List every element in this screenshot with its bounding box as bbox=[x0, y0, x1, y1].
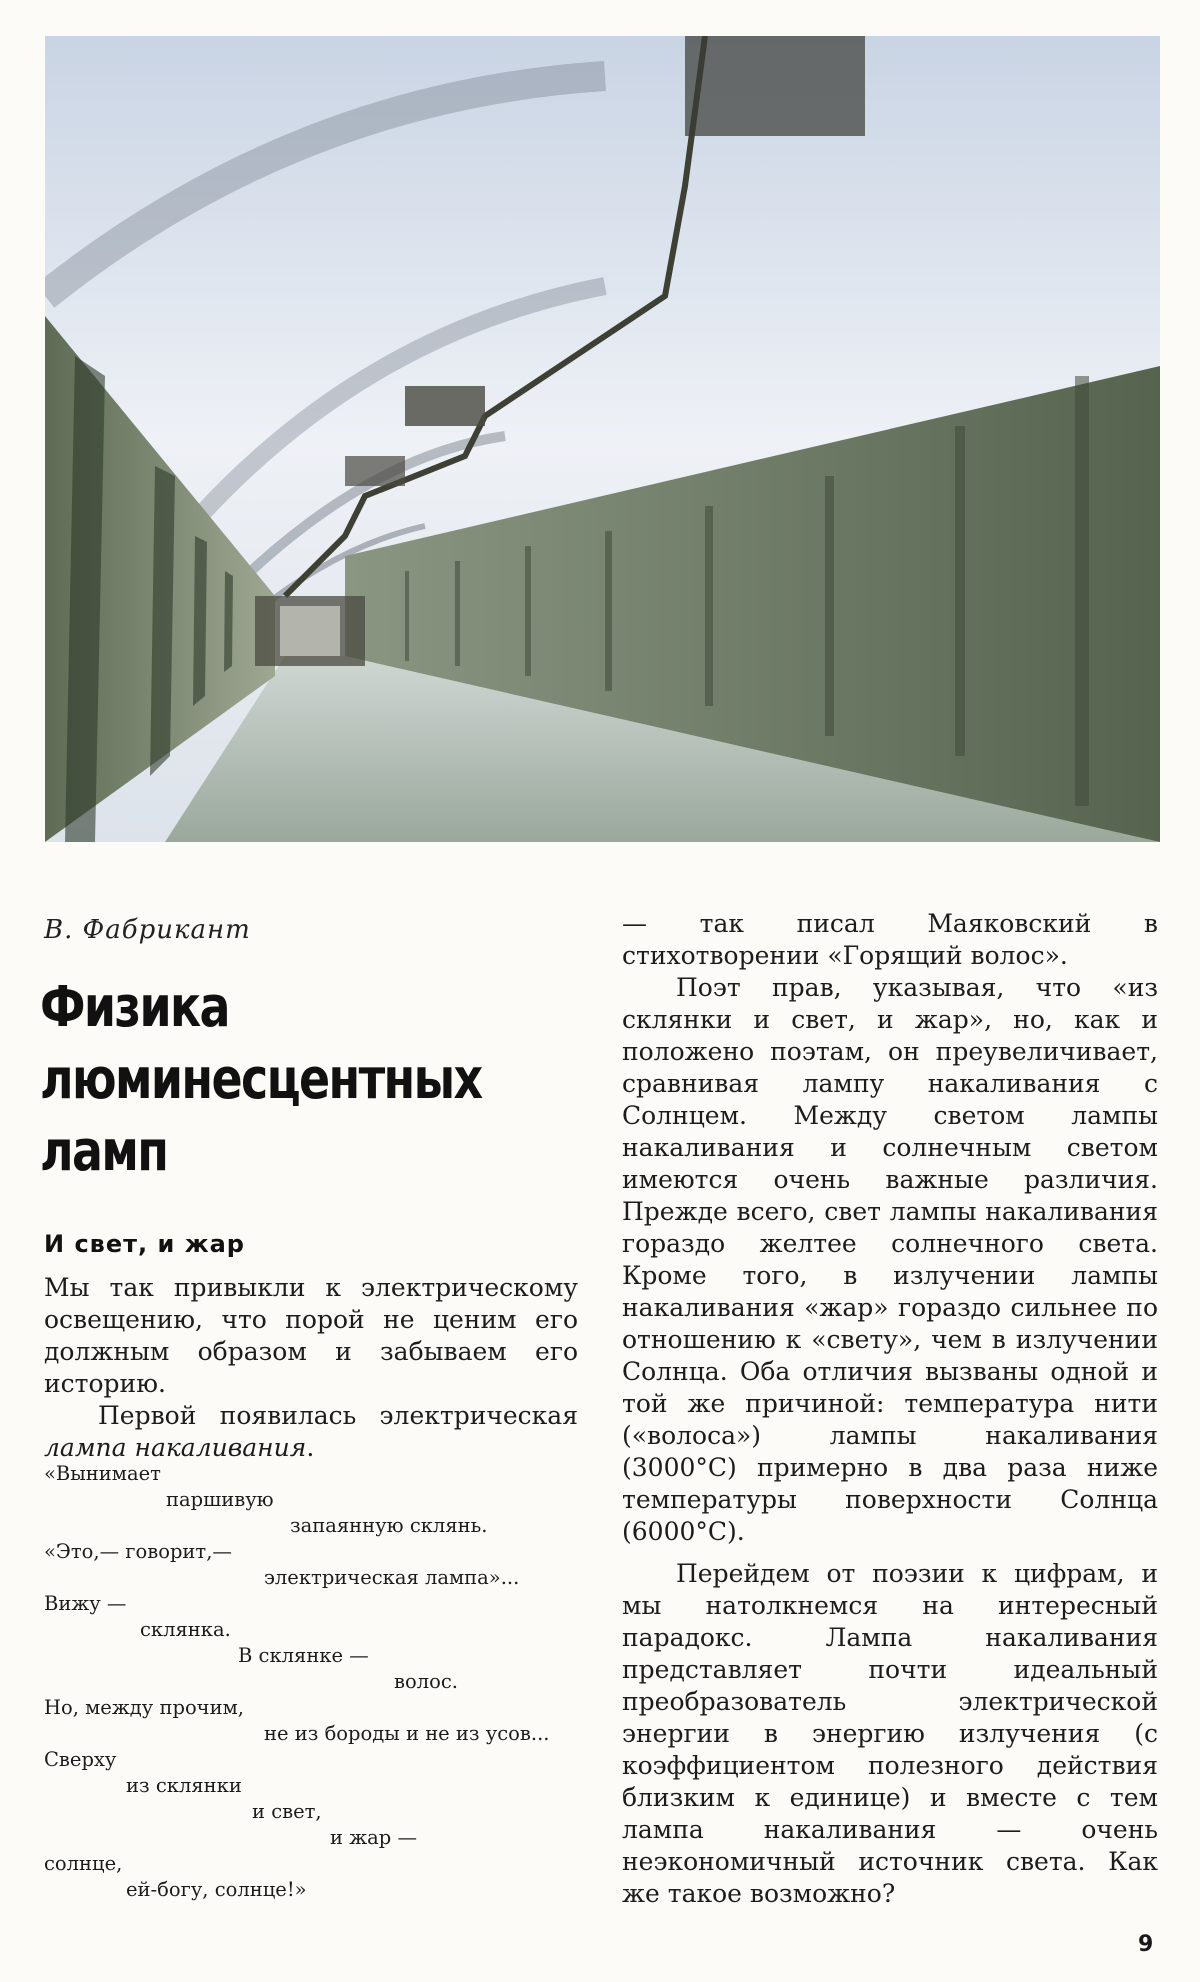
poem-line: Но, между прочим, bbox=[44, 1696, 244, 1719]
poem-line: волос. bbox=[394, 1670, 458, 1693]
metro-hall-illustration bbox=[45, 36, 1160, 842]
poem-line: склянка. bbox=[140, 1618, 231, 1641]
poem-line: ей-богу, солнце!» bbox=[126, 1878, 307, 1901]
title-line: Физика bbox=[40, 975, 229, 1040]
second-paragraph-text: Первой появилась электрическая bbox=[98, 1401, 578, 1430]
second-paragraph bbox=[44, 1400, 578, 1464]
poem-line: и жар — bbox=[330, 1826, 417, 1849]
poem-line: Сверху bbox=[44, 1748, 117, 1771]
poem-line: солнце, bbox=[44, 1852, 123, 1875]
article-author: В. Фабрикант bbox=[44, 915, 251, 945]
poem-line: «Вынимает bbox=[44, 1462, 161, 1485]
right-paragraph-2: Поэт прав, указывая, что «из склянки и свет, и жар», но, как и положено поэтам, он преувеличивает, сравнивая лампу накаливания с Солнцем. Между светом лампы накаливания и солнечным светом имеются очень важные различия. Прежде всего, свет лампы накаливания гораздо желтее солнечного света. Кроме того, в излучении лампы накаливания «жар» гораздо сильнее по отношению к «свету», чем в излучении Солнца. Оба отличия вызваны одной и той же причиной: температура нити («волоса») лампы накаливания (3000°С) примерно в два раза ниже температуры поверхности Солнца (6000°С). bbox=[622, 973, 1158, 1546]
poem-line: и свет, bbox=[252, 1800, 322, 1823]
right-paragraph-1: — так писал Маяковский в стихотворении «Горящий волос». bbox=[622, 909, 1158, 970]
metro-station-photo bbox=[45, 36, 1160, 842]
left-column bbox=[44, 1272, 578, 1464]
article-title bbox=[40, 972, 499, 1188]
italic-term: лампа накаливания bbox=[44, 1433, 307, 1462]
title-line: ламп bbox=[40, 1119, 168, 1184]
second-paragraph-end: . bbox=[306, 1433, 315, 1462]
poem-line: паршивую bbox=[166, 1488, 274, 1511]
intro-paragraph: Мы так привыкли к электрическому освещению, что порой не ценим его должным образом и забываем его историю. bbox=[44, 1273, 578, 1398]
poem-line: «Это,— говорит,— bbox=[44, 1540, 232, 1563]
page-number: 9 bbox=[1138, 1932, 1154, 1957]
poem-line: Вижу — bbox=[44, 1592, 127, 1615]
title-line: люминесцентных bbox=[40, 1047, 482, 1112]
poem-line: не из бороды и не из усов... bbox=[264, 1722, 550, 1745]
poem-line: В склянке — bbox=[238, 1644, 369, 1667]
right-column bbox=[622, 908, 1158, 1910]
poem-line: из склянки bbox=[126, 1774, 242, 1797]
section-heading: И свет, и жар bbox=[44, 1230, 245, 1258]
poem-line: электрическая лампа»... bbox=[264, 1566, 520, 1589]
poem-line: запаянную склянь. bbox=[290, 1514, 488, 1537]
right-paragraph-3: Перейдем от поэзии к цифрам, и мы натолкнемся на интересный парадокс. Лампа накаливания представляет почти идеальный преобразователь электрической энергии в энергию излучения (с коэффициентом полезного действия близким к единице) и вместе с тем лампа накаливания — очень неэкономичный источник света. Как же такое возможно? bbox=[622, 1559, 1158, 1908]
